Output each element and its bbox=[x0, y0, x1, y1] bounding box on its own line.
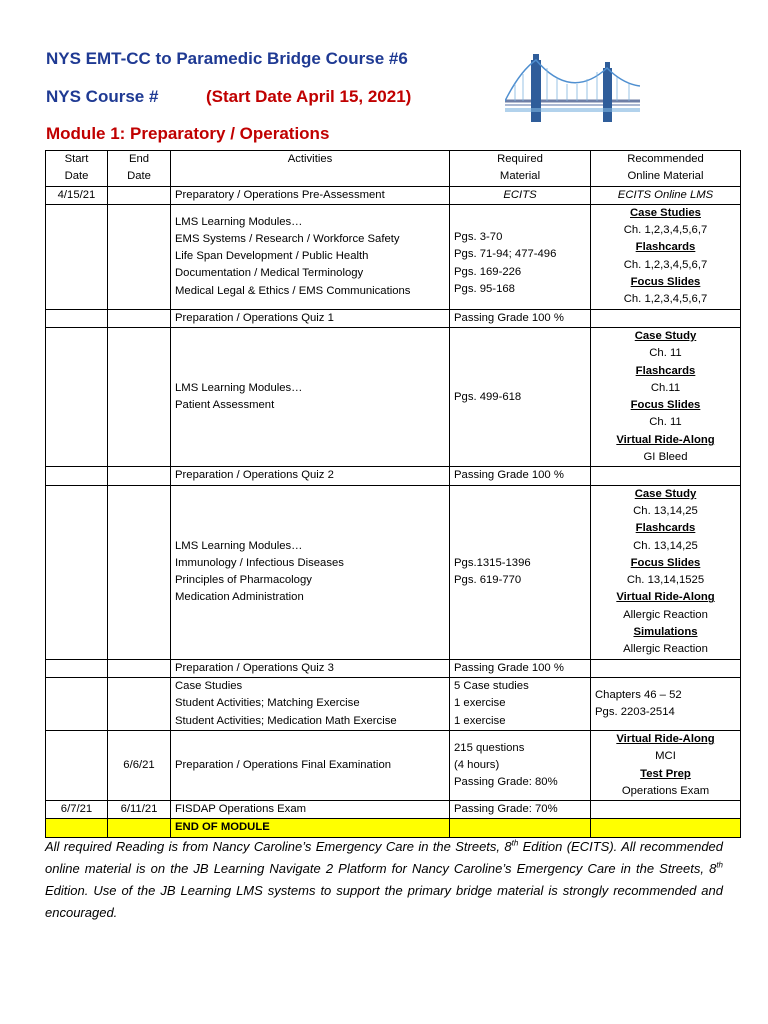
recommended-cell: Virtual Ride-Along MCI Test Prep Operations Exam bbox=[591, 730, 741, 800]
header-end-date: End Date bbox=[108, 151, 171, 187]
required-cell: Passing Grade 100 % bbox=[450, 309, 591, 327]
recommended-cell: Case Studies Ch. 1,2,3,4,5,6,7 Flashcards Ch. 1,2,3,4,5,6,7 Focus Slides Ch. 1,2,3,4,5,6,7 bbox=[591, 204, 741, 309]
activity-cell: Case Studies Student Activities; Matching Exercise Student Activities; Medication Math Exercise bbox=[171, 677, 450, 730]
end-of-module-label: END OF MODULE bbox=[171, 819, 450, 837]
table-row bbox=[46, 730, 741, 800]
activity-cell: Preparation / Operations Quiz 3 bbox=[171, 659, 450, 677]
end-of-module-row bbox=[46, 819, 741, 837]
table-row bbox=[46, 327, 741, 466]
header-start-date: Start Date bbox=[46, 151, 108, 187]
course-number-label: NYS Course # bbox=[46, 87, 159, 106]
recommended-cell: Chapters 46 – 52 Pgs. 2203-2514 bbox=[591, 677, 741, 730]
course-title: NYS EMT-CC to Paramedic Bridge Course #6 bbox=[46, 49, 408, 68]
table-row bbox=[46, 801, 741, 819]
required-cell: 215 questions (4 hours) Passing Grade: 80% bbox=[450, 730, 591, 800]
table-row bbox=[46, 204, 741, 309]
activity-cell: LMS Learning Modules… EMS Systems / Research / Workforce Safety Life Span Development / Public Health Documentation / Medical Terminology Medical Legal & Ethics / EMS Communications bbox=[171, 204, 450, 309]
course-number-line bbox=[46, 87, 411, 107]
activity-cell: LMS Learning Modules… Immunology / Infectious Diseases Principles of Pharmacology Medication Administration bbox=[171, 485, 450, 659]
table-row bbox=[46, 659, 741, 677]
activity-cell: Preparation / Operations Final Examination bbox=[171, 730, 450, 800]
required-cell: ECITS bbox=[450, 186, 591, 204]
table-row bbox=[46, 186, 741, 204]
activity-cell: Preparation / Operations Quiz 1 bbox=[171, 309, 450, 327]
activity-cell: Preparatory / Operations Pre-Assessment bbox=[171, 186, 450, 204]
required-cell: Passing Grade: 70% bbox=[450, 801, 591, 819]
recommended-cell: Case Study Ch. 11 Flashcards Ch.11 Focus Slides Ch. 11 Virtual Ride-Along GI Bleed bbox=[591, 327, 741, 466]
recommended-cell: Case Study Ch. 13,14,25 Flashcards Ch. 13,14,25 Focus Slides Ch. 13,14,1525 Virtual Ride-Along Allergic Reaction Simulations Allergic Reaction bbox=[591, 485, 741, 659]
table-row bbox=[46, 485, 741, 659]
recommended-cell: ECITS Online LMS bbox=[591, 186, 741, 204]
end-date-cell bbox=[108, 186, 171, 204]
table-row bbox=[46, 309, 741, 327]
activity-cell: LMS Learning Modules… Patient Assessment bbox=[171, 327, 450, 466]
start-date-cell: 4/15/21 bbox=[46, 186, 108, 204]
table-row bbox=[46, 467, 741, 485]
activity-cell: Preparation / Operations Quiz 2 bbox=[171, 467, 450, 485]
required-cell: Passing Grade 100 % bbox=[450, 467, 591, 485]
bridge-icon bbox=[505, 46, 640, 126]
start-date: (Start Date April 15, 2021) bbox=[206, 87, 412, 106]
required-cell: 5 Case studies 1 exercise 1 exercise bbox=[450, 677, 591, 730]
table-row bbox=[46, 677, 741, 730]
required-cell: Pgs.1315-1396 Pgs. 619-770 bbox=[450, 485, 591, 659]
required-cell: Pgs. 3-70 Pgs. 71-94; 477-496 Pgs. 169-226 Pgs. 95-168 bbox=[450, 204, 591, 309]
header-activities: Activities bbox=[171, 151, 450, 187]
table-header-row bbox=[46, 151, 741, 187]
start-date-cell: 6/7/21 bbox=[46, 801, 108, 819]
header-required-material: Required Material bbox=[450, 151, 591, 187]
required-cell: Pgs. 499-618 bbox=[450, 327, 591, 466]
end-date-cell: 6/6/21 bbox=[108, 730, 171, 800]
end-date-cell: 6/11/21 bbox=[108, 801, 171, 819]
activity-cell: FISDAP Operations Exam bbox=[171, 801, 450, 819]
schedule-table bbox=[45, 150, 741, 838]
module-title: Module 1: Preparatory / Operations bbox=[46, 124, 330, 143]
reading-footnote: All required Reading is from Nancy Caroline’s Emergency Care in the Streets, 8th Edition (ECITS). All recommended online material is on the JB Learning Navigate 2 Platform for Nancy Caroline’s Emergency Care in the Streets, 8th Edition. Use of the JB Learning LMS systems to support the primary bridge material is strongly recommended and encouraged. bbox=[45, 838, 724, 920]
header-recommended-material: Recommended Online Material bbox=[591, 151, 741, 187]
required-cell: Passing Grade 100 % bbox=[450, 659, 591, 677]
